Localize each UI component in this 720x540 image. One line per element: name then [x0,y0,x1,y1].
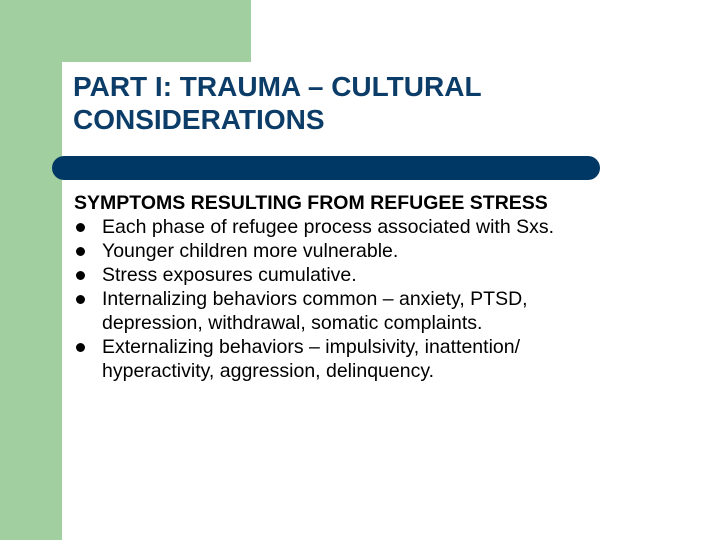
bullet-item [74,215,704,239]
slide-title [73,70,693,136]
bullet-item [74,287,704,335]
green-accent-left [0,0,62,540]
bullet-item [74,335,704,383]
bullet-text: Each phase of refugee process associated with Sxs. [102,216,555,238]
bullet-text: Stress exposures cumulative. [102,264,357,286]
title-divider-bar [52,156,600,180]
bullet-dot-icon [76,343,85,352]
bullet-item [74,263,704,287]
bullet-text: Externalizing behaviors – impulsivity, inattention/ [102,336,521,358]
bullet-dot-icon [76,247,85,256]
bullet-dot-icon [76,223,85,232]
bullet-text-continuation: depression, withdrawal, somatic complaints. [102,312,483,334]
slide-title-line-2: CONSIDERATIONS [73,104,325,135]
slide-title-line-1: PART I: TRAUMA – CULTURAL [73,71,482,102]
section-heading: SYMPTOMS RESULTING FROM REFUGEE STRESS [74,192,548,214]
slide-body [74,191,704,383]
bullet-text: Internalizing behaviors common – anxiety, PTSD, [102,288,528,310]
bullet-dot-icon [76,271,85,280]
bullet-text-continuation: hyperactivity, aggression, delinquency. [102,360,435,382]
bullet-item [74,239,704,263]
bullet-list [74,215,704,383]
bullet-text: Younger children more vulnerable. [102,240,399,262]
bullet-dot-icon [76,295,85,304]
